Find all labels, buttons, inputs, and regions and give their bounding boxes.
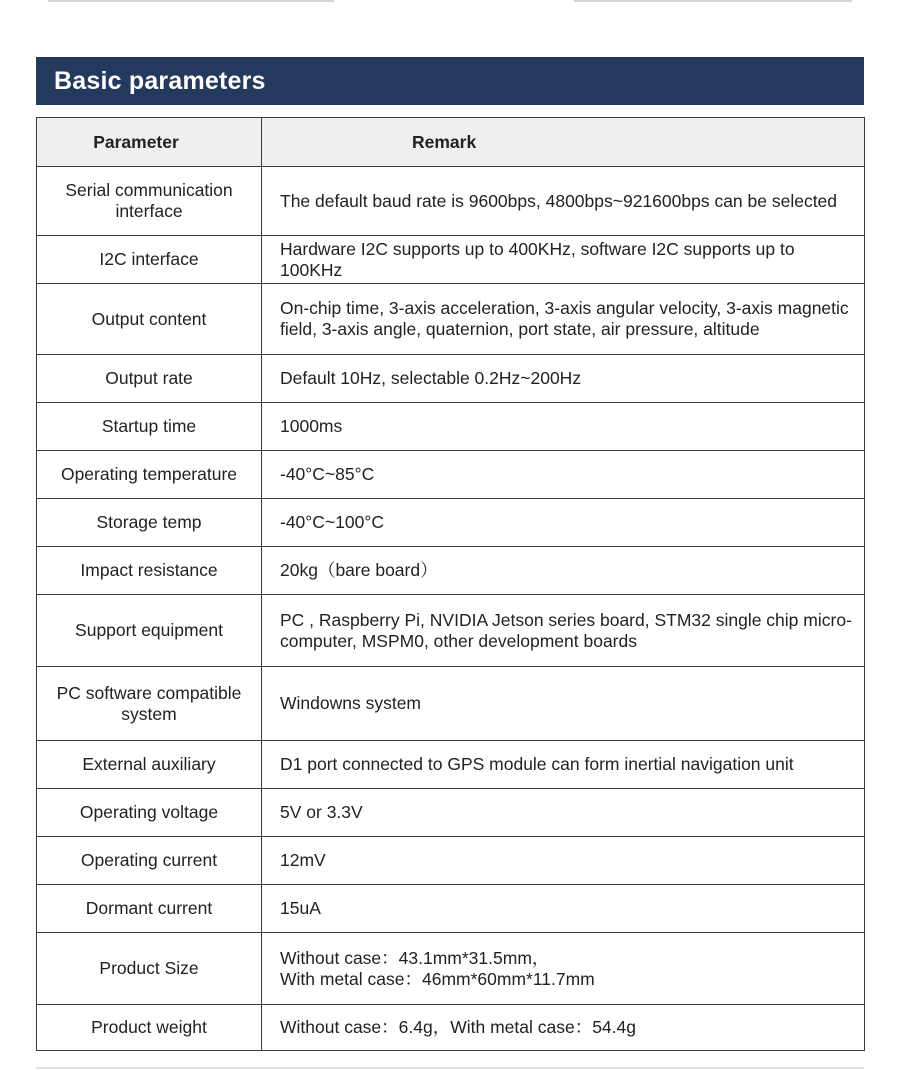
parameter-cell: External auxiliary [37,741,262,789]
remark-cell: The default baud rate is 9600bps, 4800bps~921600bps can be selected [262,167,865,236]
parameter-cell: Output content [37,284,262,355]
table-row [37,284,865,355]
column-header-parameter: Parameter [37,118,262,167]
remark-cell: 12mV [262,837,865,885]
table-row [37,789,865,837]
parameter-cell: Operating voltage [37,789,262,837]
table-header-row [37,118,865,167]
remark-cell: 5V or 3.3V [262,789,865,837]
table-row [37,167,865,236]
parameter-cell: Dormant current [37,885,262,933]
top-divider-left [48,0,334,2]
section-header [36,57,864,105]
parameter-cell: Storage temp [37,499,262,547]
parameter-cell: Product Size [37,933,262,1005]
remark-cell: -40°C~85°C [262,451,865,499]
top-divider-right [574,0,852,2]
remark-cell: Windowns system [262,667,865,741]
table-row [37,885,865,933]
remark-cell: Default 10Hz, selectable 0.2Hz~200Hz [262,355,865,403]
parameter-cell: Support equipment [37,595,262,667]
parameters-table [36,117,865,1051]
table-row [37,837,865,885]
remark-cell: Hardware I2C supports up to 400KHz, software I2C supports up to 100KHz [262,236,865,284]
table-row [37,403,865,451]
table-row [37,547,865,595]
parameter-cell: PC software compatible system [37,667,262,741]
remark-cell: On-chip time, 3-axis acceleration, 3-axis angular velocity, 3-axis magnetic field, 3-axis angle, quaternion, port state, air pressure, altitude [262,284,865,355]
column-header-remark: Remark [262,118,865,167]
table-row [37,236,865,284]
remark-cell: -40°C~100°C [262,499,865,547]
parameter-cell: Operating temperature [37,451,262,499]
remark-cell: 15uA [262,885,865,933]
parameter-cell: Operating current [37,837,262,885]
bottom-divider [36,1067,864,1069]
parameter-cell: Product weight [37,1005,262,1051]
parameter-cell: Startup time [37,403,262,451]
remark-cell: Without case：43.1mm*31.5mm， With metal case：46mm*60mm*11.7mm [262,933,865,1005]
table-row [37,1005,865,1051]
table-row [37,451,865,499]
remark-cell: 20kg（bare board） [262,547,865,595]
table-row [37,355,865,403]
parameter-cell: Serial communication interface [37,167,262,236]
remark-cell: D1 port connected to GPS module can form inertial navigation unit [262,741,865,789]
section-title: Basic parameters [54,66,266,95]
parameter-cell: Output rate [37,355,262,403]
table-row [37,933,865,1005]
parameter-cell: I2C interface [37,236,262,284]
table-row [37,667,865,741]
table-row [37,595,865,667]
remark-cell: Without case：6.4g，With metal case：54.4g [262,1005,865,1051]
table-row [37,499,865,547]
table-row [37,741,865,789]
remark-cell: PC , Raspberry Pi, NVIDIA Jetson series board, STM32 single chip micro-computer, MSPM0, other development boards [262,595,865,667]
parameter-cell: Impact resistance [37,547,262,595]
remark-cell: 1000ms [262,403,865,451]
